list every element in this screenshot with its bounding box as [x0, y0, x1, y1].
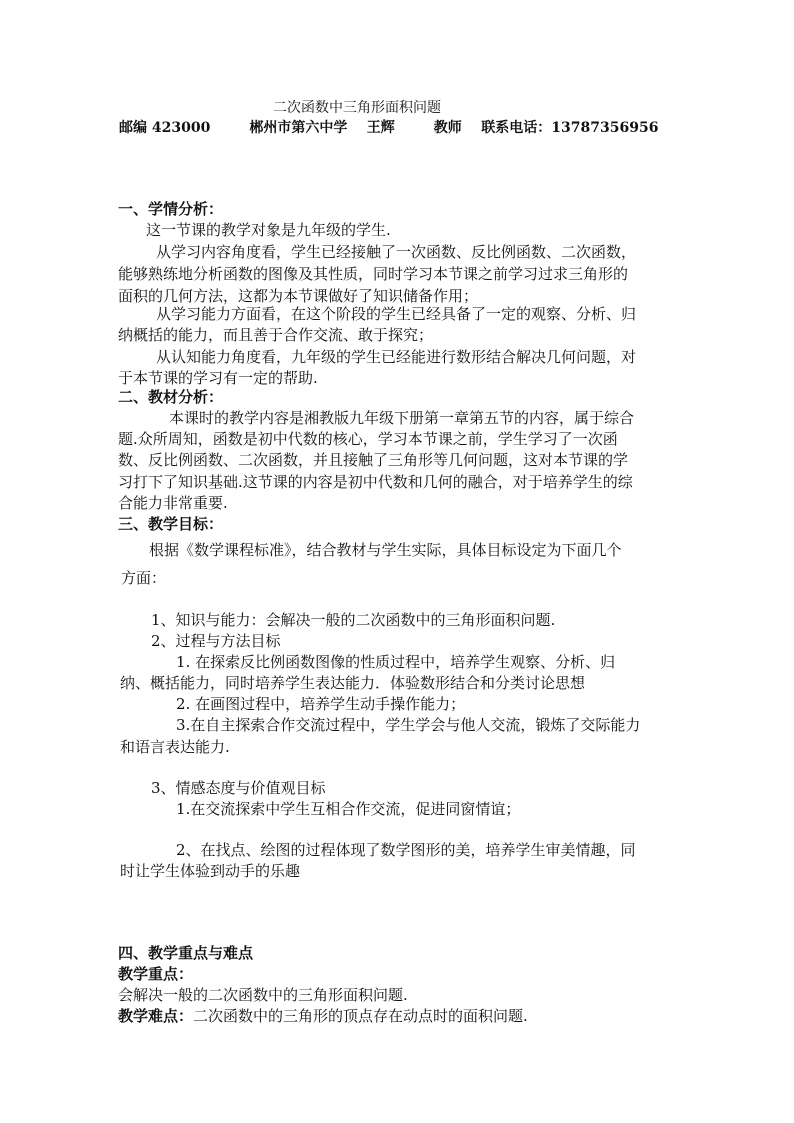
paragraph-line: 从认知能力角度看，九年级的学生已经能进行数形结合解决几何问题，对	[156, 348, 637, 366]
paragraph-line: 这一节课的教学对象是九年级的学生.	[146, 221, 391, 239]
difficulty-label: 教学难点：	[118, 1007, 194, 1025]
paragraph-line: 合能力非常重要.	[118, 494, 228, 512]
goal-subitem: 1.在交流探索中学生互相合作交流，促进同窗情谊；	[176, 800, 521, 818]
paragraph-line: 题.众所周知，函数是初中代数的核心，学习本节课之前，学生学习了一次函	[118, 430, 618, 448]
section-heading-2: 二、教材分析：	[118, 388, 224, 406]
goal-item: 3、情感态度与价值观目标	[151, 779, 326, 797]
goal-subitem: 时让学生体验到动手的乐趣	[120, 862, 301, 880]
paragraph-line: 方面：	[121, 569, 167, 587]
paragraph-line: 从学习能力方面看，在这个阶段的学生已经具备了一定的观察、分析、归	[156, 305, 637, 323]
goal-item: 2、过程与方法目标	[151, 632, 281, 650]
paragraph-line: 从学习内容角度看，学生已经接触了一次函数、反比例函数、二次函数，	[156, 243, 637, 261]
paragraph-line: 本课时的教学内容是湘教版九年级下册第一章第五节的内容，属于综合	[169, 409, 635, 427]
paragraph-line: 于本节课的学习有一定的帮助.	[118, 369, 318, 387]
goal-subitem: 2. 在画图过程中，培养学生动手操作能力；	[176, 695, 466, 713]
paragraph-line: 能够熟练地分析函数的图像及其性质，同时学习本节课之前学习过求三角形的	[118, 265, 629, 283]
difficulty-text: 二次函数中的三角形的顶点存在动点时的面积问题.	[193, 1007, 528, 1025]
key-point-text: 会解决一般的二次函数中的三角形面积问题.	[118, 986, 408, 1004]
paragraph-line: 习打下了知识基础.这节课的内容是初中代数和几何的融合，对于培养学生的综	[118, 473, 633, 491]
paragraph-line: 数、反比例函数、二次函数，并且接触了三角形等几何问题，这对本节课的学	[118, 451, 629, 469]
goal-subitem: 纳、概括能力，同时培养学生表达能力．体验数形结合和分类讨论思想	[120, 674, 586, 692]
goal-subitem: 1. 在探索反比例函数图像的性质过程中，培养学生观察、分析、归	[176, 653, 616, 671]
goal-subitem: 和语言表达能力.	[120, 738, 230, 756]
goal-subitem: 3.在自主探索合作交流过程中，学生学会与他人交流，锻炼了交际能力	[176, 716, 641, 734]
paragraph-line: 根据《数学课程标准》，结合教材与学生实际，具体目标设定为下面几个	[149, 541, 622, 559]
document-title: 二次函数中三角形面积问题	[273, 100, 441, 116]
author-info: 邮编 423000 郴州市第六中学 王辉 教师 联系电话：13787356956	[119, 120, 659, 136]
section-heading-4: 四、教学重点与难点	[118, 944, 254, 962]
goal-item: 1、知识与能力：会解决一般的二次函数中的三角形面积问题.	[151, 611, 556, 629]
paragraph-line: 面积的几何方法，这都为本节课做好了知识储备作用；	[118, 287, 479, 305]
section-heading-3: 三、教学目标：	[118, 515, 224, 533]
key-point-label: 教学重点：	[118, 965, 194, 983]
difficulty-line	[118, 1006, 528, 1026]
paragraph-line: 纳概括的能力，而且善于合作交流、敢于探究；	[118, 326, 434, 344]
section-heading-1: 一、学情分析：	[118, 200, 224, 218]
goal-subitem: 2、在找点、绘图的过程体现了数学图形的美，培养学生审美情趣，同	[176, 841, 636, 859]
